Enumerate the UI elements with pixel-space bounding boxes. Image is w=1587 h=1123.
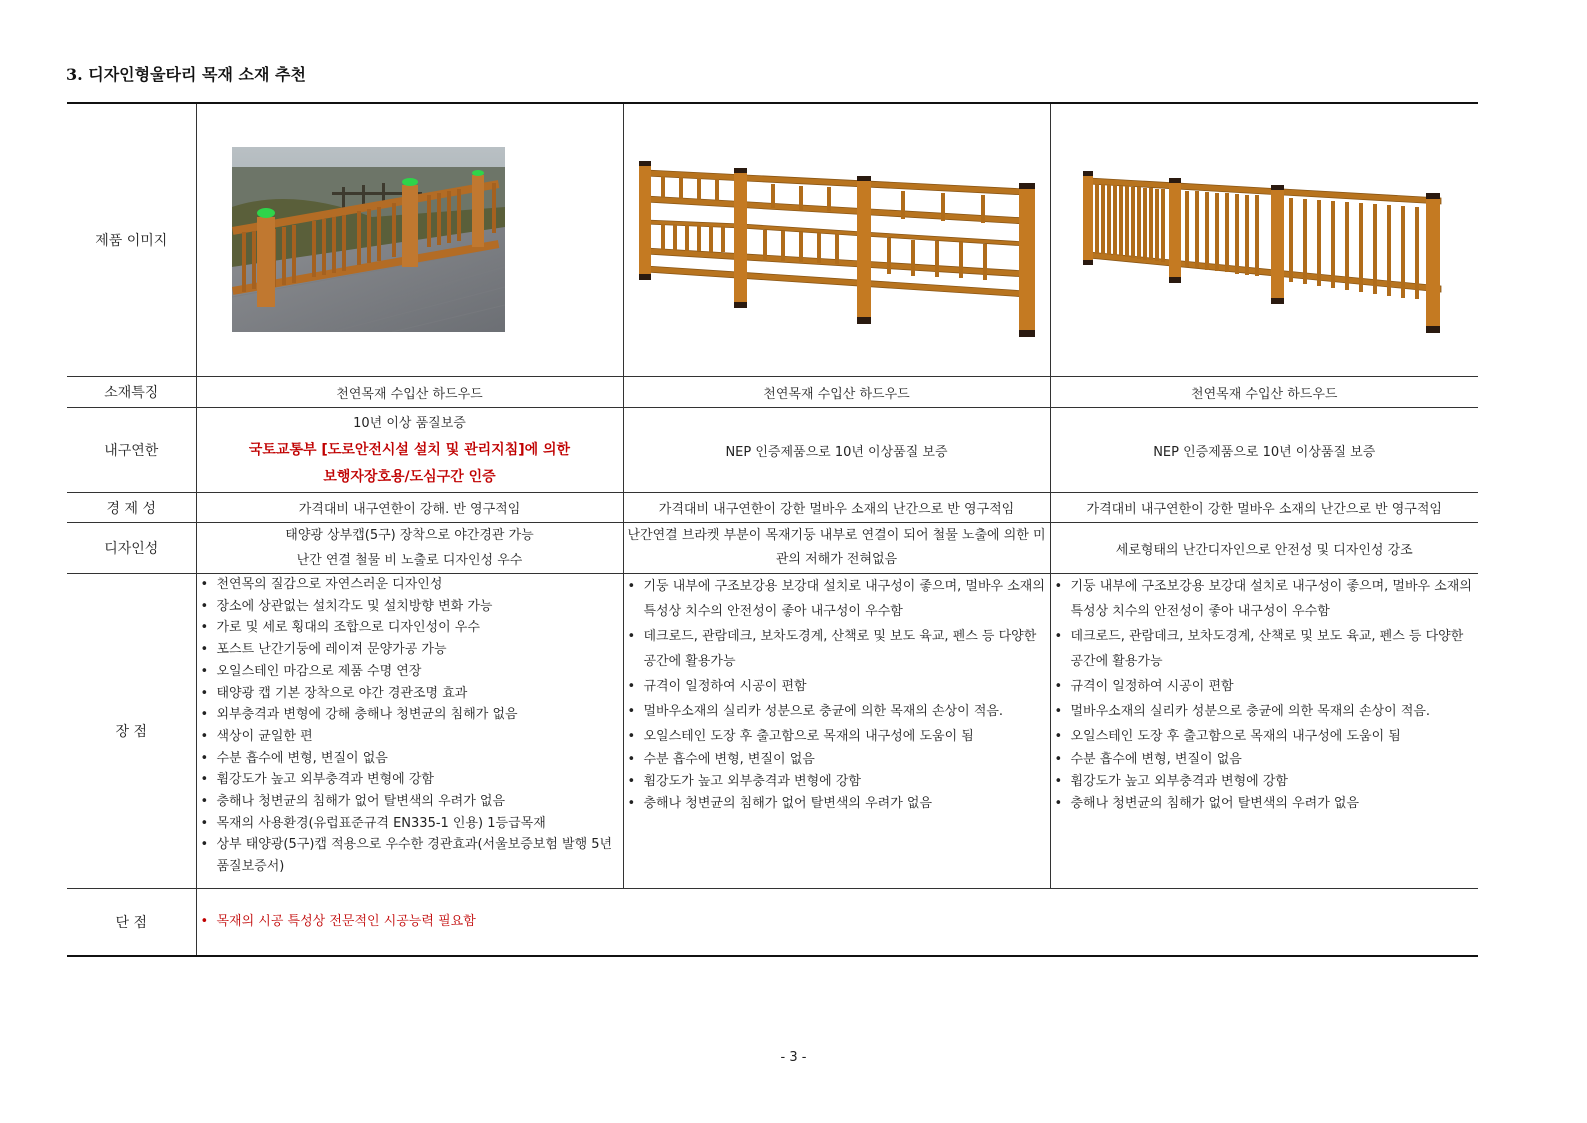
pros-1 (196, 574, 623, 889)
list-item: • 멀바우소재의 실리카 성분으로 충균에 의한 목재의 손상이 적음. (644, 699, 1046, 724)
list-item: • 휨강도가 높고 외부충격과 변형에 강함 (1071, 771, 1475, 793)
list-item: • 휨강도가 높고 외부충격과 변형에 강함 (217, 769, 619, 791)
economy-3: 가격대비 내구연한이 강한 멀바우 소재의 난간으로 반 영구적임 (1050, 493, 1478, 523)
material-1: 천연목재 수입산 하드우드 (196, 377, 623, 408)
list-item: • 멀바우소재의 실리카 성분으로 충균에 의한 목재의 손상이 적음. (1071, 699, 1475, 724)
economy-2: 가격대비 내구연한이 강한 멀바우 소재의 난간으로 반 영구적임 (623, 493, 1050, 523)
design-1-line1: 태양광 상부캡(5구) 장착으로 야간경관 가능 (285, 528, 534, 543)
list-item: • 규격이 일정하여 시공이 편함 (1071, 674, 1475, 699)
row-label-durability: 내구연한 (67, 408, 196, 493)
cons-row (67, 889, 1478, 957)
list-item: • 태양광 캡 기본 장착으로 야간 경관조명 효과 (217, 683, 619, 705)
pros-list-3 (1051, 574, 1479, 815)
page-title: 3. 디자인형울타리 목재 소재 추천 (66, 65, 306, 84)
material-2: 천연목재 수입산 하드우드 (623, 377, 1050, 408)
product-image-3 (1050, 103, 1478, 377)
list-item: • 오일스테인 도장 후 출고함으로 목재의 내구성에 도움이 됨 (1071, 724, 1475, 749)
list-item: • 충해나 청변균의 침해가 없어 탈변색의 우려가 없음 (1071, 793, 1475, 815)
list-item: • 데크로드, 관람데크, 보차도경계, 산책로 및 보도 육교, 펜스 등 다양한 공간에 활용가능 (1071, 624, 1475, 674)
pros-list-2 (624, 574, 1050, 815)
cons-cell (196, 889, 1478, 957)
fence-photo-icon (232, 147, 505, 332)
list-item: • 규격이 일정하여 시공이 편함 (644, 674, 1046, 699)
pros-3 (1050, 574, 1478, 889)
pros-2 (623, 574, 1050, 889)
design-2: 난간연결 브라켓 부분이 목재기둥 내부로 연결이 되어 철물 노출에 의한 미관의 저해가 전혀없음 (623, 523, 1050, 574)
product-image-1 (196, 103, 623, 377)
list-item: • 외부충격과 변형에 강해 충해나 청변균의 침해가 없음 (217, 704, 619, 726)
durability-1-line1: 10년 이상 품질보증 (353, 415, 466, 431)
image-row (67, 103, 1478, 377)
list-item: • 데크로드, 관람데크, 보차도경계, 산책로 및 보도 육교, 펜스 등 다양한 공간에 활용가능 (644, 624, 1046, 674)
list-item: • 가로 및 세로 횡대의 조합으로 디자인성이 우수 (217, 617, 619, 639)
design-1 (196, 523, 623, 574)
row-label-image: 제품 이미지 (67, 103, 196, 377)
list-item: • 휨강도가 높고 외부충격과 변형에 강함 (644, 771, 1046, 793)
pros-row (67, 574, 1478, 889)
economy-row (67, 493, 1478, 523)
list-item: • 오일스테인 도장 후 출고함으로 목재의 내구성에 도움이 됨 (644, 724, 1046, 749)
list-item: • 기둥 내부에 구조보강용 보강대 설치로 내구성이 좋으며, 멀바우 소재의 특성상 치수의 안전성이 좋아 내구성이 우수함 (644, 574, 1046, 624)
list-item: • 수분 흡수에 변형, 변질이 없음 (217, 748, 619, 770)
list-item: • 기둥 내부에 구조보강용 보강대 설치로 내구성이 좋으며, 멀바우 소재의 특성상 치수의 안전성이 좋아 내구성이 우수함 (1071, 574, 1475, 624)
fence-render-vertical-icon (1081, 170, 1453, 340)
spec-table (67, 102, 1478, 957)
durability-row (67, 408, 1478, 493)
durability-1 (196, 408, 623, 493)
design-3: 세로형태의 난간디자인으로 안전성 및 디자인성 강조 (1050, 523, 1478, 574)
pros-list-1 (197, 574, 623, 878)
durability-3: NEP 인증제품으로 10년 이상품질 보증 (1050, 408, 1478, 493)
row-label-cons: 단 점 (67, 889, 196, 957)
cons-list (197, 911, 1479, 933)
durability-1-line3: 보행자장호용/도심구간 인증 (323, 468, 496, 485)
list-item: • 충해나 청변균의 침해가 없어 탈변색의 우려가 없음 (217, 791, 619, 813)
fence-render-mixed-icon (631, 156, 1043, 341)
durability-2: NEP 인증제품으로 10년 이상품질 보증 (623, 408, 1050, 493)
material-row (67, 377, 1478, 408)
list-item: • 상부 태양광(5구)캡 적용으로 우수한 경관효과(서울보증보험 발행 5년 품질보증서) (217, 834, 619, 877)
list-item: • 장소에 상관없는 설치각도 및 설치방향 변화 가능 (217, 596, 619, 618)
list-item: • 목재의 사용환경(유럽표준규격 EN335-1 인용) 1등급목재 (217, 813, 619, 835)
list-item: • 충해나 청변균의 침해가 없어 탈변색의 우려가 없음 (644, 793, 1046, 815)
row-label-economy: 경 제 성 (67, 493, 196, 523)
list-item: • 수분 흡수에 변형, 변질이 없음 (1071, 749, 1475, 771)
page-number: - 3 - (780, 1050, 807, 1065)
row-label-design: 디자인성 (67, 523, 196, 574)
list-item: • 포스트 난간기둥에 레이져 문양가공 가능 (217, 639, 619, 661)
list-item: • 오일스테인 마감으로 제품 수명 연장 (217, 661, 619, 683)
durability-1-line2: 국토교통부 [도로안전시설 설치 및 관리지침]에 의한 (248, 441, 571, 458)
material-3: 천연목재 수입산 하드우드 (1050, 377, 1478, 408)
design-1-line2: 난간 연결 철물 비 노출로 디자인성 우수 (296, 553, 523, 568)
list-item: • 목재의 시공 특성상 전문적인 시공능력 필요함 (217, 911, 1475, 933)
design-row (67, 523, 1478, 574)
product-image-2 (623, 103, 1050, 377)
list-item: • 색상이 균일한 편 (217, 726, 619, 748)
row-label-pros: 장 점 (67, 574, 196, 889)
economy-1: 가격대비 내구연한이 강해. 반 영구적임 (196, 493, 623, 523)
row-label-material: 소재특징 (67, 377, 196, 408)
list-item: • 수분 흡수에 변형, 변질이 없음 (644, 749, 1046, 771)
list-item: • 천연목의 질감으로 자연스러운 디자인성 (217, 574, 619, 596)
